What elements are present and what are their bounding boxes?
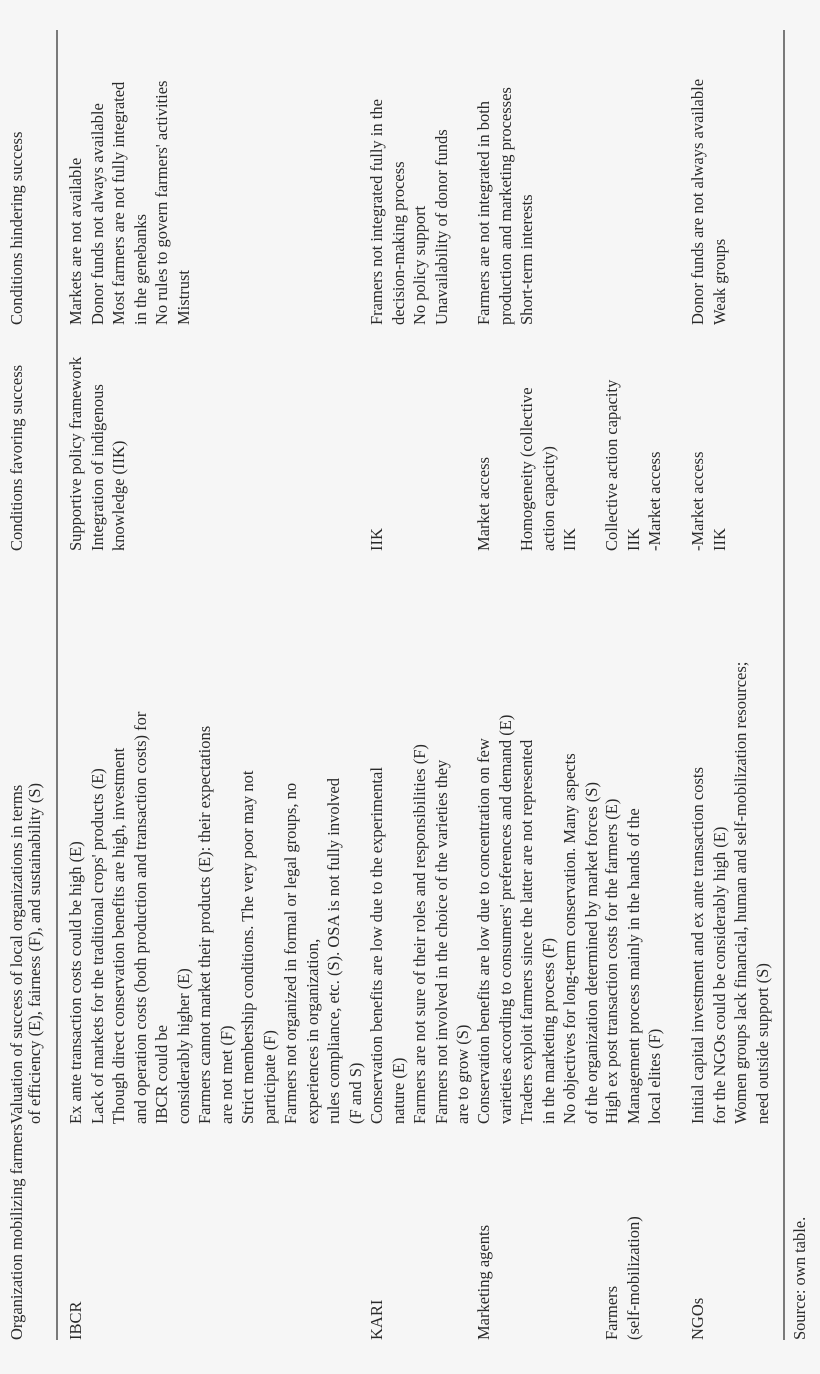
cell-line: production and marketing processes xyxy=(495,87,515,325)
cell-line: action capacity) xyxy=(538,446,558,551)
bottom-rule xyxy=(783,30,785,1340)
cell-line: varieties according to consumers' preferences and demand (E) xyxy=(495,714,515,1124)
table-cell-valuation xyxy=(65,712,366,1124)
cell-line: nature (E) xyxy=(388,1057,408,1124)
table-cell-favoring-conditions xyxy=(366,528,388,551)
column-header-organization xyxy=(8,1124,26,1340)
cell-line: Farmers are not sure of their roles and responsibilities (F) xyxy=(410,744,429,1124)
cell-line: No rules to govern farmers' activities xyxy=(152,80,171,325)
cell-line: IIK xyxy=(367,528,386,551)
cell-line: High ex post transaction costs for the farmers (E) xyxy=(602,798,621,1124)
cell-line: Farmers are not integrated in both xyxy=(474,100,493,325)
table-cell-favoring-conditions xyxy=(601,380,666,551)
cell-line: Weak groups xyxy=(709,238,729,325)
cell-line: of the organization determined by market forces (S) xyxy=(581,782,601,1124)
cell-line: IBCR xyxy=(66,1301,85,1340)
cell-line: Supportive policy framework xyxy=(66,356,85,551)
cell-line: Conditions hindering success xyxy=(7,131,26,325)
cell-line: Farmers not involved in the choice of the varieties they xyxy=(431,759,451,1124)
column-header-valuation xyxy=(8,783,44,1124)
cell-line: considerably higher (E) xyxy=(173,968,193,1124)
table-cell-organization xyxy=(65,1301,87,1340)
cell-line: Integration of indigenous xyxy=(87,384,107,551)
cell-line: KARI xyxy=(367,1299,386,1340)
cell-line: Conservation benefits are low due to concentration on few xyxy=(474,738,493,1124)
cell-line: Donor funds not always available xyxy=(87,103,107,325)
cell-line: Unavailability of donor funds xyxy=(431,129,451,325)
cell-line: No policy support xyxy=(410,205,429,325)
cell-line: are not met (F) xyxy=(216,1025,236,1124)
cell-line: IIK xyxy=(709,528,729,551)
table-cell-hindering-conditions xyxy=(65,81,194,325)
cell-line: Collective action capacity xyxy=(602,379,621,551)
cell-line: in the marketing process (F) xyxy=(538,937,558,1124)
cell-line: Homogeneity (collective xyxy=(517,387,536,551)
cell-line: Short-term interests xyxy=(517,194,536,325)
cell-line: are to grow (S) xyxy=(453,1024,472,1124)
cell-line: Conditions favoring success xyxy=(7,364,26,551)
cell-line: decision-making process xyxy=(388,161,408,325)
cell-line: Management process mainly in the hands of the xyxy=(623,808,643,1124)
cell-line: IBCR could be xyxy=(152,1025,171,1124)
table-cell-valuation xyxy=(366,744,474,1124)
cell-line: need outside support (S) xyxy=(752,963,772,1124)
cell-line: Farmers not organized in formal or legal groups, no xyxy=(281,782,300,1124)
table-source-note: Source: own table. xyxy=(790,1216,809,1340)
table-cell-valuation xyxy=(473,715,602,1124)
cell-line: local elites (F) xyxy=(645,1028,664,1124)
table-cell-favoring-conditions xyxy=(687,452,730,551)
cell-line: participate (F) xyxy=(259,1030,279,1124)
cell-line: Farmers xyxy=(602,1285,621,1340)
table-cell-favoring-conditions xyxy=(473,387,581,551)
cell-line: and operation costs (both production and transaction costs) for xyxy=(130,711,150,1124)
cell-line: No objectives for long-term conservation. Many aspects xyxy=(560,753,579,1124)
cell-line: -Market access xyxy=(688,451,707,551)
table-cell-valuation xyxy=(601,799,666,1124)
cell-line: NGOs xyxy=(688,1297,707,1340)
cell-line: Valuation of success of local organizations in terms xyxy=(7,784,26,1124)
table-cell-organization xyxy=(601,1216,644,1340)
column-header-hindering-conditions xyxy=(8,132,26,325)
cell-line: Most farmers are not fully integrated xyxy=(109,81,128,325)
cell-line: Initial capital investment and ex ante transaction costs xyxy=(688,767,707,1124)
cell-line: knowledge (IIK) xyxy=(109,440,128,551)
table-cell-organization xyxy=(366,1300,388,1340)
cell-line: Women groups lack financial, human and self-mobilization resources; xyxy=(731,661,750,1124)
table-cell-hindering-conditions xyxy=(473,87,538,325)
cell-line: Markets are not available xyxy=(66,157,85,325)
table-cell-valuation xyxy=(687,662,773,1124)
cell-line: rules compliance, etc. (S). OSA is not fully involved xyxy=(324,778,343,1124)
cell-line: IIK xyxy=(623,528,643,551)
cell-line: Marketing agents xyxy=(474,1224,493,1340)
cell-line: Though direct conservation benefits are high, investment xyxy=(109,747,128,1124)
cell-line: (F and S) xyxy=(345,1062,365,1124)
table-cell-organization xyxy=(473,1225,495,1340)
table-cell-hindering-conditions xyxy=(366,99,452,325)
table-cell-favoring-conditions xyxy=(65,357,130,551)
cell-line: in the genebanks xyxy=(130,214,150,325)
header-rule xyxy=(56,30,58,1340)
cell-line: Strict membership conditions. The very poor may not xyxy=(238,770,257,1124)
cell-line: Framers not integrated fully in the xyxy=(367,99,386,325)
cell-line: Donor funds are not always available xyxy=(688,78,707,325)
cell-line: IIK xyxy=(560,528,579,551)
cell-line xyxy=(495,387,517,551)
table-cell-organization xyxy=(687,1298,709,1340)
cell-line: Traders exploit farmers since the latter are not represented xyxy=(517,739,536,1124)
table-cell-hindering-conditions xyxy=(687,79,730,325)
cell-line: Mistrust xyxy=(173,269,193,325)
cell-line: Lack of markets for the traditional crops' products (E) xyxy=(87,768,107,1124)
cell-line: Market access xyxy=(474,457,493,551)
cell-line: Conservation benefits are low due to the experimental xyxy=(367,767,386,1124)
cell-line: -Market access xyxy=(645,451,664,551)
cell-line: Organization mobilizing farmers xyxy=(7,1124,26,1340)
cell-line: Ex ante transaction costs could be high (E) xyxy=(66,841,85,1124)
column-header-favoring-conditions xyxy=(8,365,26,551)
cell-line: Farmers cannot market their products (E): their expectations xyxy=(195,725,214,1124)
cell-line: (self-mobilization) xyxy=(623,1216,643,1340)
cell-line: of efficiency (E), fairness (F), and sustainability (S) xyxy=(25,782,44,1124)
cell-line: for the NGOs could be considerably high (E) xyxy=(709,826,729,1124)
cell-line: experiences in organization, xyxy=(302,938,322,1124)
